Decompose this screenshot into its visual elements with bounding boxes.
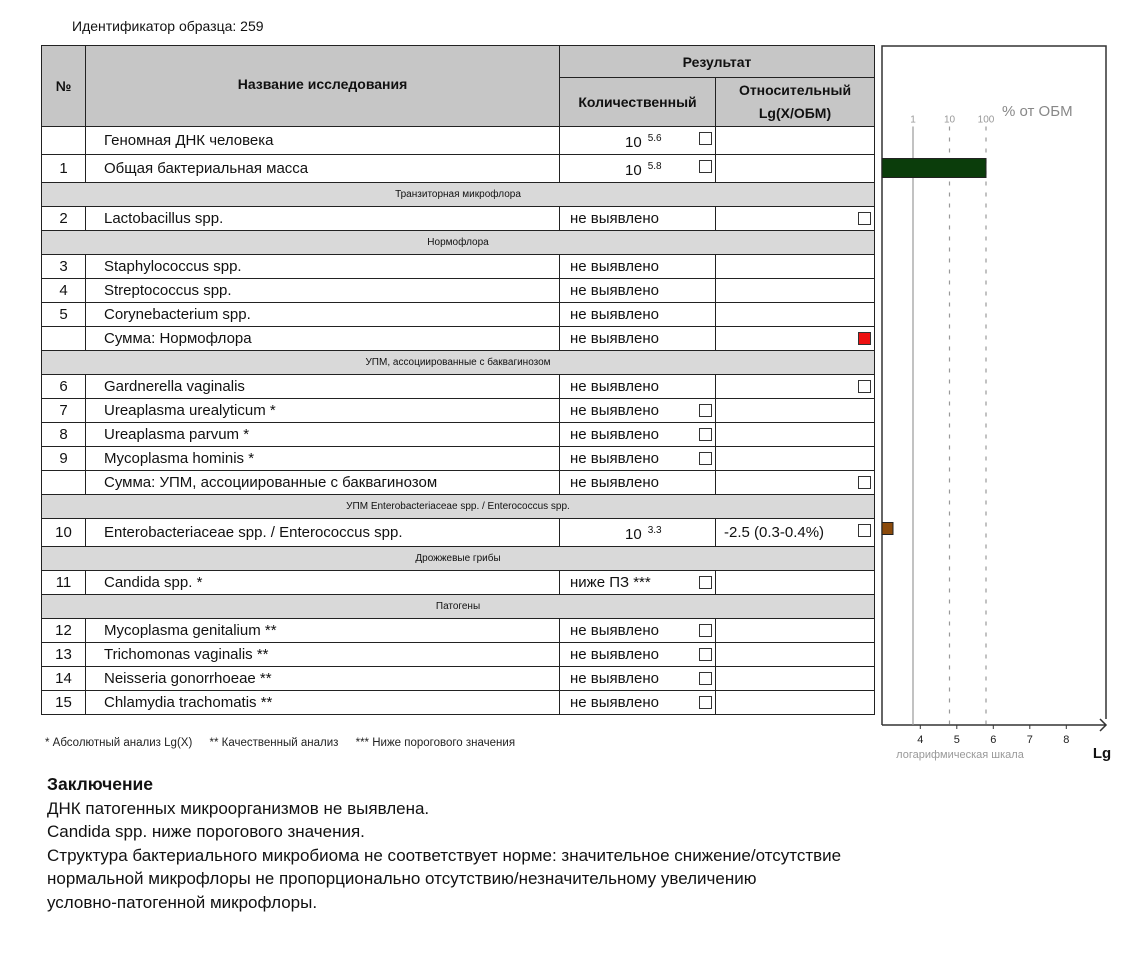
conclusion-line: ДНК патогенных микроорганизмов не выявлена. [47, 798, 430, 818]
status-checkbox-icon [858, 212, 871, 225]
quantitative-result [560, 643, 716, 667]
result-text: ниже ПЗ *** [570, 574, 651, 591]
test-name: Геномная ДНК человека [86, 127, 560, 155]
test-name: Lactobacillus spp. [86, 207, 560, 231]
table-row [42, 643, 875, 667]
status-checkbox-icon [699, 160, 712, 173]
relative-result [716, 255, 875, 279]
relative-result [716, 303, 875, 327]
conclusion-line: Candida spp. ниже порогового значения. [47, 822, 365, 841]
group-row [42, 231, 875, 255]
relative-result [716, 447, 875, 471]
row-number: 1 [42, 155, 86, 183]
x-tick-label: 7 [1026, 734, 1033, 746]
table-row [42, 207, 875, 231]
result-base: 10 [625, 526, 642, 543]
chart-bar [882, 523, 893, 535]
quantitative-result [560, 471, 716, 495]
result-base: 10 [625, 134, 642, 151]
relative-result [716, 519, 875, 547]
group-label: Нормофлора [42, 231, 875, 255]
table-row [42, 571, 875, 595]
test-name: Mycoplasma hominis * [86, 447, 560, 471]
quantitative-result [560, 571, 716, 595]
pct-ref-label: 10 [943, 114, 956, 126]
test-name: Gardnerella vaginalis [86, 375, 560, 399]
table-row [42, 691, 875, 715]
group-row [42, 595, 875, 619]
test-name: Staphylococcus spp. [86, 255, 560, 279]
test-name: Ureaplasma urealyticum * [86, 399, 560, 423]
footnote-threshold: *** Ниже порогового значения [355, 737, 516, 749]
test-name: Chlamydia trachomatis ** [86, 691, 560, 715]
row-number [42, 327, 86, 351]
relative-result [716, 375, 875, 399]
x-tick-label: 6 [990, 734, 997, 746]
pct-ref-label: 100 [977, 114, 995, 126]
relative-result [716, 327, 875, 351]
test-name: Neisseria gonorrhoeae ** [86, 667, 560, 691]
test-name: Ureaplasma parvum * [86, 423, 560, 447]
relative-result [716, 667, 875, 691]
result-text: не выявлено [570, 378, 660, 395]
chart-frame [882, 46, 1106, 725]
quantitative-result [560, 327, 716, 351]
relative-result [716, 127, 875, 155]
test-name: Mycoplasma genitalium ** [86, 619, 560, 643]
relative-result [716, 471, 875, 495]
result-text: не выявлено [570, 670, 660, 687]
row-number: 10 [42, 519, 86, 547]
relative-result [716, 155, 875, 183]
conclusion [47, 773, 841, 914]
quantitative-result [560, 519, 716, 547]
row-number: 6 [42, 375, 86, 399]
footnote-absolute: * Абсолютный анализ Lg(X) [45, 737, 193, 749]
header-quantitative: Количественный [560, 78, 716, 127]
table-row [42, 471, 875, 495]
test-name: Streptococcus spp. [86, 279, 560, 303]
status-checkbox-icon [699, 132, 712, 145]
result-text: не выявлено [570, 426, 660, 443]
row-number: 4 [42, 279, 86, 303]
relative-result [716, 619, 875, 643]
sample-id: Идентификатор образца: 259 [72, 18, 264, 34]
x-axis-label: Lg [1092, 745, 1112, 762]
status-checkbox-icon [858, 476, 871, 489]
status-checkbox-icon [699, 404, 712, 417]
table-row [42, 127, 875, 155]
quantitative-result [560, 447, 716, 471]
header-result: Результат [560, 46, 875, 78]
row-number: 7 [42, 399, 86, 423]
result-text: не выявлено [570, 210, 660, 227]
conclusion-line: Структура бактериального микробиома не соответствует норме: значительное снижение/отсутствие [47, 845, 842, 865]
table-row [42, 447, 875, 471]
relative-result [716, 207, 875, 231]
status-checkbox-icon [699, 624, 712, 637]
row-number: 5 [42, 303, 86, 327]
pct-ref-label: 1 [910, 114, 916, 126]
group-row [42, 547, 875, 571]
result-text: не выявлено [570, 282, 660, 299]
result-exponent: 5.6 [647, 133, 662, 144]
relative-result [716, 571, 875, 595]
table-row [42, 327, 875, 351]
footnotes [45, 737, 529, 749]
result-base: 10 [625, 162, 642, 179]
test-name: Corynebacterium spp. [86, 303, 560, 327]
result-text: не выявлено [570, 258, 660, 275]
quantitative-result [560, 619, 716, 643]
row-number: 8 [42, 423, 86, 447]
group-label: УПМ Enterobacteriaceae spp. / Enterococcus spp. [42, 495, 875, 519]
result-text: не выявлено [570, 694, 660, 711]
row-number: 13 [42, 643, 86, 667]
test-name: Сумма: Нормофлора [86, 327, 560, 351]
conclusion-line: условно-патогенной микрофлоры. [47, 892, 318, 912]
row-number: 15 [42, 691, 86, 715]
row-number: 14 [42, 667, 86, 691]
row-number: 9 [42, 447, 86, 471]
table-row [42, 255, 875, 279]
x-tick-label: 5 [953, 734, 960, 746]
conclusion-title: Заключение [47, 774, 154, 794]
chart-bar [882, 159, 986, 178]
status-checkbox-icon [699, 576, 712, 589]
quantitative-result [560, 399, 716, 423]
quantitative-result [560, 667, 716, 691]
row-number: 2 [42, 207, 86, 231]
table-row [42, 423, 875, 447]
group-row [42, 351, 875, 375]
table-row [42, 519, 875, 547]
group-row [42, 495, 875, 519]
x-tick-label: 4 [917, 734, 924, 746]
row-number: 12 [42, 619, 86, 643]
quantitative-result [560, 155, 716, 183]
relative-result [716, 691, 875, 715]
quantitative-result [560, 255, 716, 279]
status-checkbox-icon [858, 524, 871, 537]
row-number: 11 [42, 571, 86, 595]
status-checkbox-icon [699, 452, 712, 465]
header-relative-line2: Lg(X/ОБМ) [758, 105, 832, 121]
group-label: Дрожжевые грибы [42, 547, 875, 571]
results-table [41, 45, 875, 715]
quantitative-result [560, 375, 716, 399]
table-row [42, 279, 875, 303]
relative-result [716, 643, 875, 667]
result-text: не выявлено [570, 330, 660, 347]
result-exponent: 5.8 [647, 161, 662, 172]
conclusion-line: нормальной микрофлоры не пропорционально отсутствию/незначительному увеличению [47, 869, 757, 888]
result-text: не выявлено [570, 622, 660, 639]
result-text: не выявлено [570, 450, 660, 467]
relative-result [716, 399, 875, 423]
quantitative-result [560, 691, 716, 715]
status-checkbox-icon [699, 672, 712, 685]
status-checkbox-icon [699, 428, 712, 441]
relative-result [716, 423, 875, 447]
quantitative-result [560, 279, 716, 303]
result-text: не выявлено [570, 474, 660, 491]
header-name: Название исследования [86, 46, 560, 127]
quantitative-result [560, 423, 716, 447]
footnote-qualitative: ** Качественный анализ [209, 737, 339, 749]
log-scale-chart [880, 45, 1120, 775]
result-exponent: 3.3 [647, 525, 662, 536]
group-label: УПМ, ассоциированные с баквагинозом [42, 351, 875, 375]
result-text: не выявлено [570, 306, 660, 323]
header-relative [716, 78, 875, 127]
relative-result [716, 279, 875, 303]
quantitative-result [560, 303, 716, 327]
relative-text: -2.5 (0.3-0.4%) [724, 524, 825, 541]
table-row [42, 399, 875, 423]
header-relative-line1: Относительный [738, 82, 852, 98]
status-checkbox-icon [699, 696, 712, 709]
row-number [42, 127, 86, 155]
row-number: 3 [42, 255, 86, 279]
x-axis-sublabel: логарифмическая шкала [896, 749, 1024, 761]
row-number [42, 471, 86, 495]
quantitative-result [560, 127, 716, 155]
result-text: не выявлено [570, 646, 660, 663]
quantitative-result [560, 207, 716, 231]
group-row [42, 183, 875, 207]
table-row [42, 667, 875, 691]
result-text: не выявлено [570, 402, 660, 419]
header-num: № [42, 46, 86, 127]
table-row [42, 619, 875, 643]
group-label: Патогены [42, 595, 875, 619]
test-name: Сумма: УПМ, ассоциированные с баквагинозом [86, 471, 560, 495]
status-checkbox-icon [699, 648, 712, 661]
alert-status-icon [858, 332, 871, 345]
test-name: Enterobacteriaceae spp. / Enterococcus spp. [86, 519, 560, 547]
results-body [42, 127, 875, 715]
test-name: Trichomonas vaginalis ** [86, 643, 560, 667]
x-tick-label: 8 [1063, 734, 1070, 746]
test-name: Candida spp. * [86, 571, 560, 595]
table-row [42, 375, 875, 399]
group-label: Транзиторная микрофлора [42, 183, 875, 207]
chart-title: % от ОБМ [1002, 103, 1073, 120]
test-name: Общая бактериальная масса [86, 155, 560, 183]
status-checkbox-icon [858, 380, 871, 393]
table-row [42, 303, 875, 327]
table-row [42, 155, 875, 183]
